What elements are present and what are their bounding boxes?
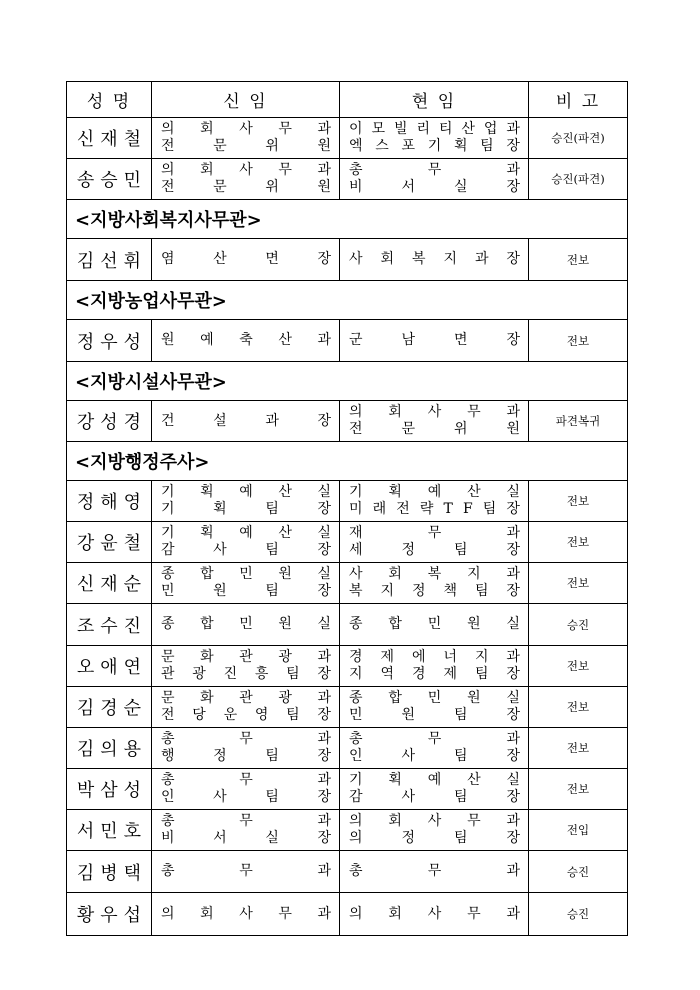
position-line: 기 획 예 산 실 bbox=[349, 772, 520, 788]
person-name: 정해영 bbox=[67, 481, 152, 521]
header-current-position: 현 임 bbox=[340, 82, 529, 117]
current-position bbox=[340, 118, 529, 158]
new-position bbox=[152, 646, 340, 686]
current-position bbox=[340, 320, 529, 361]
position-line: 종 합 민 원 실 bbox=[161, 616, 331, 632]
position-line: 사 회 복 지 과 장 bbox=[349, 251, 520, 267]
note: 전보 bbox=[566, 494, 590, 508]
person-name: 강성경 bbox=[67, 401, 152, 441]
header-name: 성 명 bbox=[67, 82, 152, 117]
section-heading bbox=[67, 362, 627, 401]
personnel-table bbox=[66, 81, 628, 936]
header-note: 비 고 bbox=[555, 92, 601, 112]
table-row bbox=[67, 522, 627, 563]
position-line: 의 회 사 무 과 bbox=[161, 162, 331, 178]
note: 전입 bbox=[566, 823, 590, 837]
new-position bbox=[152, 159, 340, 199]
current-position bbox=[340, 563, 529, 603]
current-position bbox=[340, 239, 529, 280]
current-position bbox=[340, 893, 529, 935]
table-row bbox=[67, 646, 627, 687]
position-line: 사 회 복 지 과 bbox=[349, 566, 520, 582]
person-name: 박삼성 bbox=[67, 769, 152, 809]
table-header bbox=[67, 82, 627, 118]
current-position bbox=[340, 646, 529, 686]
position-line: 의 회 사 무 과 bbox=[349, 813, 520, 829]
position-line: 관 광 진 흥 팀 장 bbox=[161, 666, 331, 682]
table-row bbox=[67, 810, 627, 851]
position-line: 문 화 관 광 과 bbox=[161, 649, 331, 665]
note: 전보 bbox=[566, 782, 590, 796]
person-name: 김의용 bbox=[67, 728, 152, 768]
position-line: 원 예 축 산 과 bbox=[161, 332, 331, 348]
section-title: <지방농업사무관> bbox=[75, 291, 227, 312]
person-name: 서민호 bbox=[67, 810, 152, 850]
position-line: 총 무 과 bbox=[161, 813, 331, 829]
person-name: 김선휘 bbox=[67, 239, 152, 280]
position-line: 문 화 관 광 과 bbox=[161, 690, 331, 706]
note: 승진(파견) bbox=[551, 172, 605, 186]
note: 전보 bbox=[566, 700, 590, 714]
position-line: 의 회 사 무 과 bbox=[161, 121, 331, 137]
position-line: 이 모 빌 리 티 산 업 과 bbox=[349, 121, 520, 137]
current-position bbox=[340, 604, 529, 645]
position-line: 지 역 경 제 팀 장 bbox=[349, 666, 520, 682]
new-position bbox=[152, 604, 340, 645]
new-position bbox=[152, 851, 340, 892]
section-title: <지방행정주사> bbox=[75, 452, 210, 473]
new-position bbox=[152, 563, 340, 603]
new-position bbox=[152, 239, 340, 280]
note: 전보 bbox=[566, 333, 590, 348]
person-name: 오애연 bbox=[67, 646, 152, 686]
current-position bbox=[340, 522, 529, 562]
person-name: 김경순 bbox=[67, 687, 152, 727]
position-line: 인 사 팀 장 bbox=[161, 789, 331, 805]
header-new-position: 신 임 bbox=[152, 82, 340, 117]
new-position bbox=[152, 769, 340, 809]
current-position bbox=[340, 687, 529, 727]
position-line: 인 사 팀 장 bbox=[349, 748, 520, 764]
table-row bbox=[67, 320, 627, 362]
note: 파견복귀 bbox=[555, 414, 601, 428]
section-heading bbox=[67, 200, 627, 239]
note: 전보 bbox=[566, 252, 590, 267]
person-name: 신재철 bbox=[67, 118, 152, 158]
position-line: 비 서 실 장 bbox=[161, 830, 331, 846]
new-position bbox=[152, 401, 340, 441]
position-line: 전 문 위 원 bbox=[161, 179, 331, 195]
position-line: 염 산 면 장 bbox=[161, 251, 331, 267]
note: 승진(파견) bbox=[551, 131, 605, 145]
position-line: 총 무 과 bbox=[349, 162, 520, 178]
table-row bbox=[67, 401, 627, 442]
position-line: 기 획 예 산 실 bbox=[161, 484, 331, 500]
position-line: 의 정 팀 장 bbox=[349, 830, 520, 846]
position-line: 종 합 민 원 실 bbox=[161, 566, 331, 582]
person-name: 조수진 bbox=[67, 604, 152, 645]
new-position bbox=[152, 481, 340, 521]
person-name: 김병택 bbox=[67, 851, 152, 892]
table-row bbox=[67, 728, 627, 769]
new-position bbox=[152, 810, 340, 850]
new-position bbox=[152, 687, 340, 727]
person-name: 정우성 bbox=[67, 320, 152, 361]
position-line: 엑 스 포 기 획 팀 장 bbox=[349, 138, 520, 154]
position-line: 의 회 사 무 과 bbox=[349, 905, 520, 922]
position-line: 민 원 팀 장 bbox=[161, 583, 331, 599]
new-position bbox=[152, 118, 340, 158]
position-line: 총 무 과 bbox=[161, 731, 331, 747]
position-line: 총 무 과 bbox=[161, 863, 331, 879]
table-row bbox=[67, 118, 627, 159]
position-line: 세 정 팀 장 bbox=[349, 542, 520, 558]
current-position bbox=[340, 401, 529, 441]
position-line: 기 획 예 산 실 bbox=[349, 484, 520, 500]
note: 전보 bbox=[566, 659, 590, 673]
new-position bbox=[152, 320, 340, 361]
position-line: 종 합 민 원 실 bbox=[349, 690, 520, 706]
position-line: 건 설 과 장 bbox=[161, 412, 331, 429]
person-name: 송승민 bbox=[67, 159, 152, 199]
position-line: 감 사 팀 장 bbox=[349, 789, 520, 805]
table-row bbox=[67, 239, 627, 281]
section-heading bbox=[67, 442, 627, 481]
table-row bbox=[67, 481, 627, 522]
section-heading bbox=[67, 281, 627, 320]
position-line: 군 남 면 장 bbox=[349, 332, 520, 348]
current-position bbox=[340, 481, 529, 521]
new-position bbox=[152, 893, 340, 935]
note: 승진 bbox=[566, 864, 590, 879]
table-row bbox=[67, 851, 627, 893]
position-line: 재 무 과 bbox=[349, 525, 520, 541]
position-line: 전 문 위 원 bbox=[161, 138, 331, 154]
note: 전보 bbox=[566, 535, 590, 549]
current-position bbox=[340, 728, 529, 768]
position-line: 총 무 과 bbox=[161, 772, 331, 788]
current-position bbox=[340, 810, 529, 850]
position-line: 총 무 과 bbox=[349, 863, 520, 879]
position-line: 기 획 예 산 실 bbox=[161, 525, 331, 541]
position-line: 전 문 위 원 bbox=[349, 421, 520, 437]
position-line: 민 원 팀 장 bbox=[349, 707, 520, 723]
position-line: 경 제 에 너 지 과 bbox=[349, 649, 520, 665]
position-line: 행 정 팀 장 bbox=[161, 748, 331, 764]
position-line: 의 회 사 무 과 bbox=[161, 905, 331, 922]
table-row bbox=[67, 769, 627, 810]
table-row bbox=[67, 604, 627, 646]
current-position bbox=[340, 851, 529, 892]
position-line: 전 당 운 영 팀 장 bbox=[161, 707, 331, 723]
position-line: 종 합 민 원 실 bbox=[349, 616, 520, 632]
current-position bbox=[340, 769, 529, 809]
table-row bbox=[67, 687, 627, 728]
table-row bbox=[67, 159, 627, 200]
table-row bbox=[67, 563, 627, 604]
person-name: 황우섭 bbox=[67, 893, 152, 935]
table-row bbox=[67, 893, 627, 935]
note: 전보 bbox=[566, 576, 590, 590]
section-title: <지방시설사무관> bbox=[75, 372, 227, 393]
new-position bbox=[152, 728, 340, 768]
section-title: <지방사회복지사무관> bbox=[75, 210, 262, 231]
position-line: 감 사 팀 장 bbox=[161, 542, 331, 558]
current-position bbox=[340, 159, 529, 199]
note: 승진 bbox=[566, 907, 590, 921]
position-line: 복 지 정 책 팀 장 bbox=[349, 583, 520, 599]
position-line: 기 획 팀 장 bbox=[161, 501, 331, 517]
new-position bbox=[152, 522, 340, 562]
note: 전보 bbox=[566, 741, 590, 755]
position-line: 의 회 사 무 과 bbox=[349, 404, 520, 420]
person-name: 강윤철 bbox=[67, 522, 152, 562]
position-line: 총 무 과 bbox=[349, 731, 520, 747]
person-name: 신재순 bbox=[67, 563, 152, 603]
note: 승진 bbox=[566, 617, 590, 632]
position-line: 미 래 전 략 T F 팀 장 bbox=[349, 501, 520, 517]
position-line: 비 서 실 장 bbox=[349, 179, 520, 195]
